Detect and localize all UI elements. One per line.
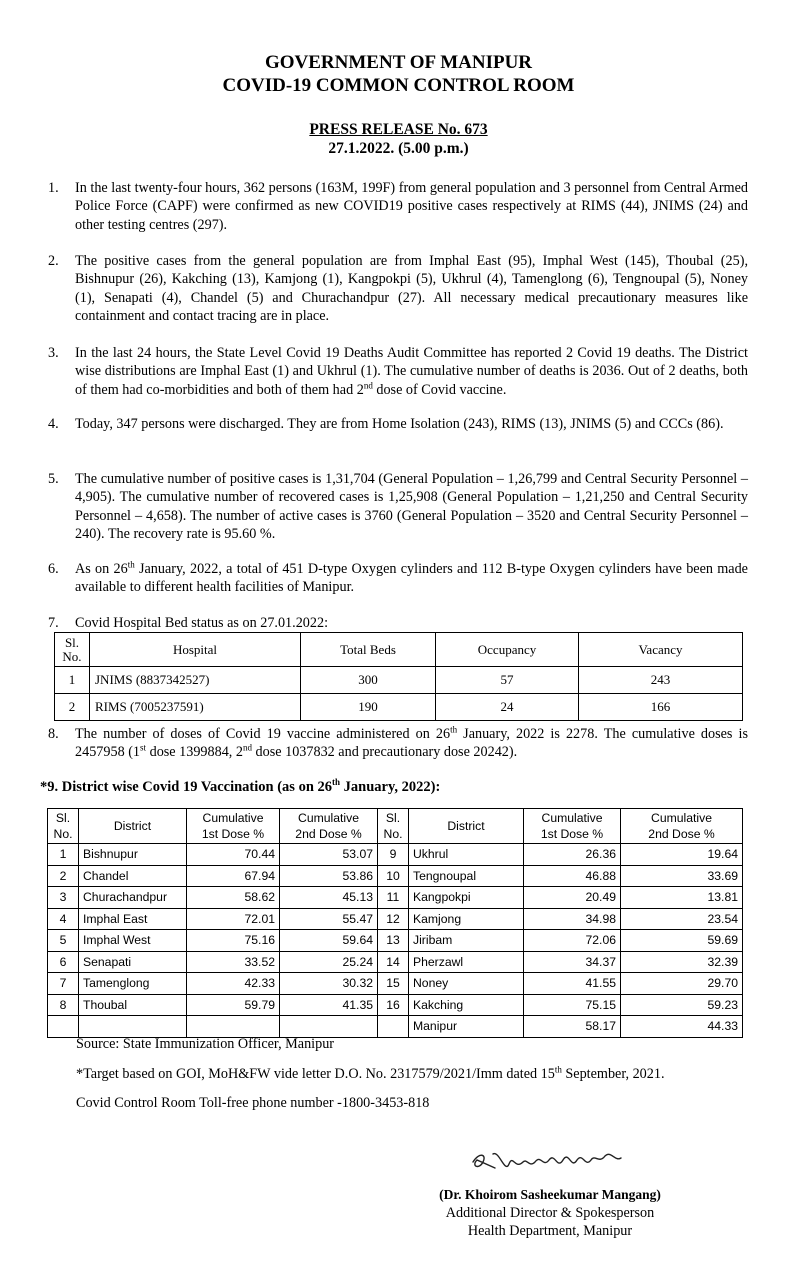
- item-1: [48, 179, 748, 234]
- item-text: As on 26th January, 2022, a total of 451 D-type Oxygen cylinders and 112 B-type Oxygen cylinders have been made available to different health facilities of Manipur.: [75, 559, 748, 596]
- signatory-title: Additional Director & Spokesperson: [445, 1205, 655, 1221]
- total-beds-header: Total Beds: [301, 633, 436, 667]
- occupancy-header: Occupancy: [436, 633, 579, 667]
- signatory-name: (Dr. Khoirom Sasheekumar Mangang): [439, 1187, 661, 1202]
- govt-title: GOVERNMENT OF MANIPUR: [264, 52, 533, 73]
- item-2: [48, 252, 748, 325]
- target-note: *Target based on GOI, MoH&FW vide letter D.O. No. 2317579/2021/Imm dated 15th September, 2021.: [76, 1064, 665, 1082]
- hospital-header: Hospital: [90, 633, 301, 667]
- tollfree-note: Covid Control Room Toll-free phone number -1800-3453-818: [76, 1095, 430, 1111]
- release-datetime: 27.1.2022. (5.00 p.m.): [328, 140, 469, 157]
- item-8: [48, 725, 748, 762]
- item-4: [48, 415, 748, 433]
- section-9-title: *9. District wise Covid 19 Vaccination (as on 26th January, 2022):: [40, 777, 441, 795]
- item-number: 8.: [48, 726, 59, 742]
- release-number: PRESS RELEASE No. 673: [309, 121, 488, 138]
- item-number: 5.: [48, 471, 59, 487]
- table-row: 1 Bishnupur 70.44 53.07 9 Ukhrul 26.36 19.64: [48, 844, 743, 866]
- item-text: The positive cases from the general population are from Imphal East (95), Imphal West (145), Thoubal (25), Bishnupur (26), Kakching (13), Kamjong (1), Kangpokpi (5), Ukhrul (4), Tamenglong (6), Tengnoupal (5), Noney (1), Senapati (4), Chandel (5) and Churachandpur (27). All necessary medical precautionary measures like containment and contact tracing are in place.: [75, 253, 748, 324]
- vaccination-table: [47, 808, 743, 1038]
- vacancy-header: Vacancy: [579, 633, 743, 667]
- item-number: 7.: [48, 615, 59, 631]
- item-6: [48, 560, 748, 597]
- control-room-title: COVID-19 COMMON CONTROL ROOM: [222, 75, 575, 96]
- district-header: District: [79, 809, 187, 844]
- item-text: The cumulative number of positive cases is 1,31,704 (General Population – 1,26,799 and Central Security Personnel – 4,905). The cumulative number of recovered cases is 1,25,908 (General Population – 1,21,250 and Central Security Personnel – 4,658). The number of active cases is 3760 (General Population – 3520 and Central Security Personnel – 240). The recovery rate is 95.60 %.: [75, 471, 748, 542]
- item-text: In the last 24 hours, the State Level Covid 19 Deaths Audit Committee has reported 2 Covid 19 deaths. The District wise distributions are Imphal East (1) and Ukhrul (1). The cumulative number of deaths is 2036. Out of 2 deaths, both of them had co-morbidities and both of them had 2nd dose of Covid vaccine.: [75, 345, 748, 398]
- table-row: 2 Chandel 67.94 53.86 10 Tengnoupal 46.88 33.69: [48, 865, 743, 887]
- release-header: [0, 120, 797, 158]
- table-row: 3 Churachandpur 58.62 45.13 11 Kangpokpi 20.49 13.81: [48, 887, 743, 909]
- item-number: 1.: [48, 180, 59, 196]
- item-text: Covid Hospital Bed status as on 27.01.2022:: [75, 615, 329, 631]
- table-row: 8 Thoubal 59.79 41.35 16 Kakching 75.15 59.23: [48, 994, 743, 1016]
- signatory-dept: Health Department, Manipur: [467, 1223, 633, 1239]
- item-5: [48, 470, 748, 543]
- document-header: [0, 51, 797, 97]
- table-row: 6 Senapati 33.52 25.24 14 Pherzawl 34.37 32.39: [48, 951, 743, 973]
- source-note: Source: State Immunization Officer, Manipur: [76, 1036, 335, 1052]
- table-header-row: [55, 633, 743, 667]
- district-header: District: [409, 809, 524, 844]
- sl-header: Sl. No.: [55, 633, 90, 667]
- table-row: 1 JNIMS (8837342527) 300 57 243: [55, 667, 743, 694]
- table-row: 5 Imphal West 75.16 59.64 13 Jiribam 72.06 59.69: [48, 930, 743, 952]
- item-7: [48, 614, 748, 632]
- item-number: 6.: [48, 561, 59, 577]
- bed-status-table: [54, 632, 743, 721]
- table-row: 4 Imphal East 72.01 55.47 12 Kamjong 34.98 23.54: [48, 908, 743, 930]
- item-text: Today, 347 persons were discharged. They are from Home Isolation (243), RIMS (13), JNIMS (5) and CCCs (86).: [75, 416, 724, 432]
- item-number: 4.: [48, 416, 59, 432]
- table-row-total: Manipur 58.17 44.33: [48, 1016, 743, 1038]
- item-number: 3.: [48, 345, 59, 361]
- item-text: The number of doses of Covid 19 vaccine administered on 26th January, 2022 is 2278. The cumulative doses is 2457958 (1st dose 1399884, 2nd dose 1037832 and precautionary dose 20242).: [75, 724, 748, 761]
- table-row: 7 Tamenglong 42.33 30.32 15 Noney 41.55 29.70: [48, 973, 743, 995]
- signature-image: [465, 1140, 635, 1180]
- table-header-row: Sl. No. District Cumulative 1st Dose % Cumulative 2nd Dose % Sl. No. District Cumulative 1st Dose % Cumulative 2nd Dose %: [48, 809, 743, 844]
- signature-block: [420, 1186, 680, 1240]
- item-text: In the last twenty-four hours, 362 persons (163M, 199F) from general population and 3 personnel from Central Armed Police Force (CAPF) were confirmed as new COVID19 positive cases respectively at RIMS (44), JNIMS (24) and other testing centres (297).: [75, 180, 748, 233]
- table-row: 2 RIMS (7005237591) 190 24 166: [55, 694, 743, 721]
- item-3: [48, 344, 748, 399]
- item-number: 2.: [48, 253, 59, 269]
